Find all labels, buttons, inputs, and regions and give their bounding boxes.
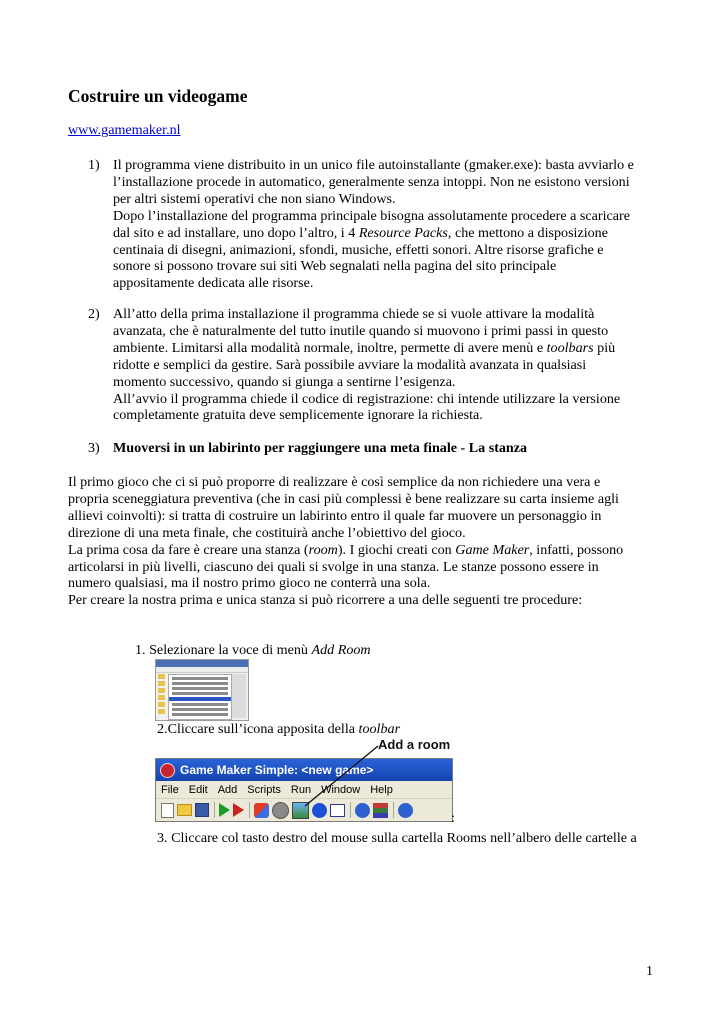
text-line: dal sito e ad installare, uno dopo l’altro, i 4 Resource Packs, che mettono a disposizione	[113, 224, 608, 241]
text-line: avanzata, che è naturalmente del tutto inutile quando si muovono i primi passi in questo	[113, 322, 609, 339]
text-line: l’installazione procede in automatico, generalmente senza intoppi. Non ne esistono versioni	[113, 173, 630, 190]
item-1-number: 1)	[88, 157, 100, 173]
text-line: All’atto della prima installazione il programma chiede se si vuole attivare la modalità	[113, 306, 595, 322]
item-3-number: 3)	[88, 440, 100, 456]
menu-window[interactable]: Window	[321, 783, 361, 796]
menu-add[interactable]: Add	[217, 783, 238, 796]
text-line: La prima cosa da fare è creare una stanza (room). I giochi creati con Game Maker, infatti, possono	[68, 541, 624, 558]
page-title: Costruire un videogame	[68, 86, 248, 106]
text-line: Il programma viene distribuito in un unico file autoinstallante (gmaker.exe): basta avviarlo e	[113, 157, 634, 173]
page-number: 1	[646, 963, 654, 979]
text-line: numero qualsiasi, ma il nostro primo gioco ne conterrà una sola.	[68, 575, 431, 592]
text-line: propria sceneggiatura preventiva (che in casi più complessi è bene realizzare su carta insieme agli	[68, 490, 619, 507]
menu-help[interactable]: Help	[370, 783, 393, 796]
text-line: centinaia di disegni, animazioni, sfondi, musiche, effetti sonori. Altre risorse grafiche e	[113, 241, 604, 258]
menu-scripts[interactable]: Scripts	[247, 783, 281, 796]
step-1: 1. Selezionare la voce di menù Add Room	[135, 642, 371, 658]
text-line: appositamente dedicata alle risorse.	[113, 275, 314, 292]
text-line: direzione di una meta finale, che costituirà anche l’obiettivo del gioco.	[68, 524, 466, 541]
text-line: per altri sistemi operativi che non siano Windows.	[113, 190, 396, 207]
add-room-annotation: Add a room	[378, 737, 451, 752]
menu-edit[interactable]: Edit	[188, 783, 208, 796]
step-2-colon: :	[451, 810, 455, 826]
text-line: ambiente. Limitarsi alla modalità normale, inoltre, permette di avere menù e toolbars più	[113, 339, 616, 356]
text-line: completamente gratuita deve semplicemente ignorare la richiesta.	[113, 407, 483, 424]
menu-file[interactable]: File	[161, 783, 179, 796]
window-title: Game Maker Simple: <new game>	[180, 763, 374, 777]
item-2-number: 2)	[88, 306, 100, 322]
step-3: 3. Cliccare col tasto destro del mouse sulla cartella Rooms nell’albero delle cartelle a	[157, 830, 637, 846]
menu-run[interactable]: Run	[290, 783, 312, 796]
text-line: allievi coinvolti): si tratta di costruire un labirinto entro il quale far muovere un personaggio in	[68, 507, 602, 524]
text-line: Dopo l’installazione del programma principale bisogna assolutamente procedere a scaricare	[113, 207, 630, 224]
step-2: 2.Cliccare sull’icona apposita della toolbar	[157, 721, 401, 737]
text-line: momento successivo, quando si giunga a sentirne l’esigenza.	[113, 373, 456, 390]
gamemaker-link[interactable]: www.gamemaker.nl	[68, 122, 181, 138]
text-line: Per creare la nostra prima e unica stanza si può ricorrere a una delle seguenti tre procedure:	[68, 592, 583, 609]
text-line: ridotte e semplici da gestire. Sarà possibile avviare la modalità avanzata in qualsiasi	[113, 356, 587, 373]
item-3-heading: Muoversi in un labirinto per raggiungere una meta finale - La stanza	[113, 440, 528, 456]
text-line: sonore si possono trovare sui siti Web segnalati nella pagina del sito principale	[113, 258, 557, 275]
text-line: articolarsi in più livelli, ciascuno dei quali si svolge in una stanza. Le stanze possono essere in	[68, 558, 599, 575]
text-line: All’avvio il programma chiede il codice di registrazione: chi intende utilizzare la versione	[113, 390, 621, 407]
text-line: Il primo gioco che ci si può proporre di realizzare è così semplice da non richiedere una vera e	[68, 474, 601, 490]
